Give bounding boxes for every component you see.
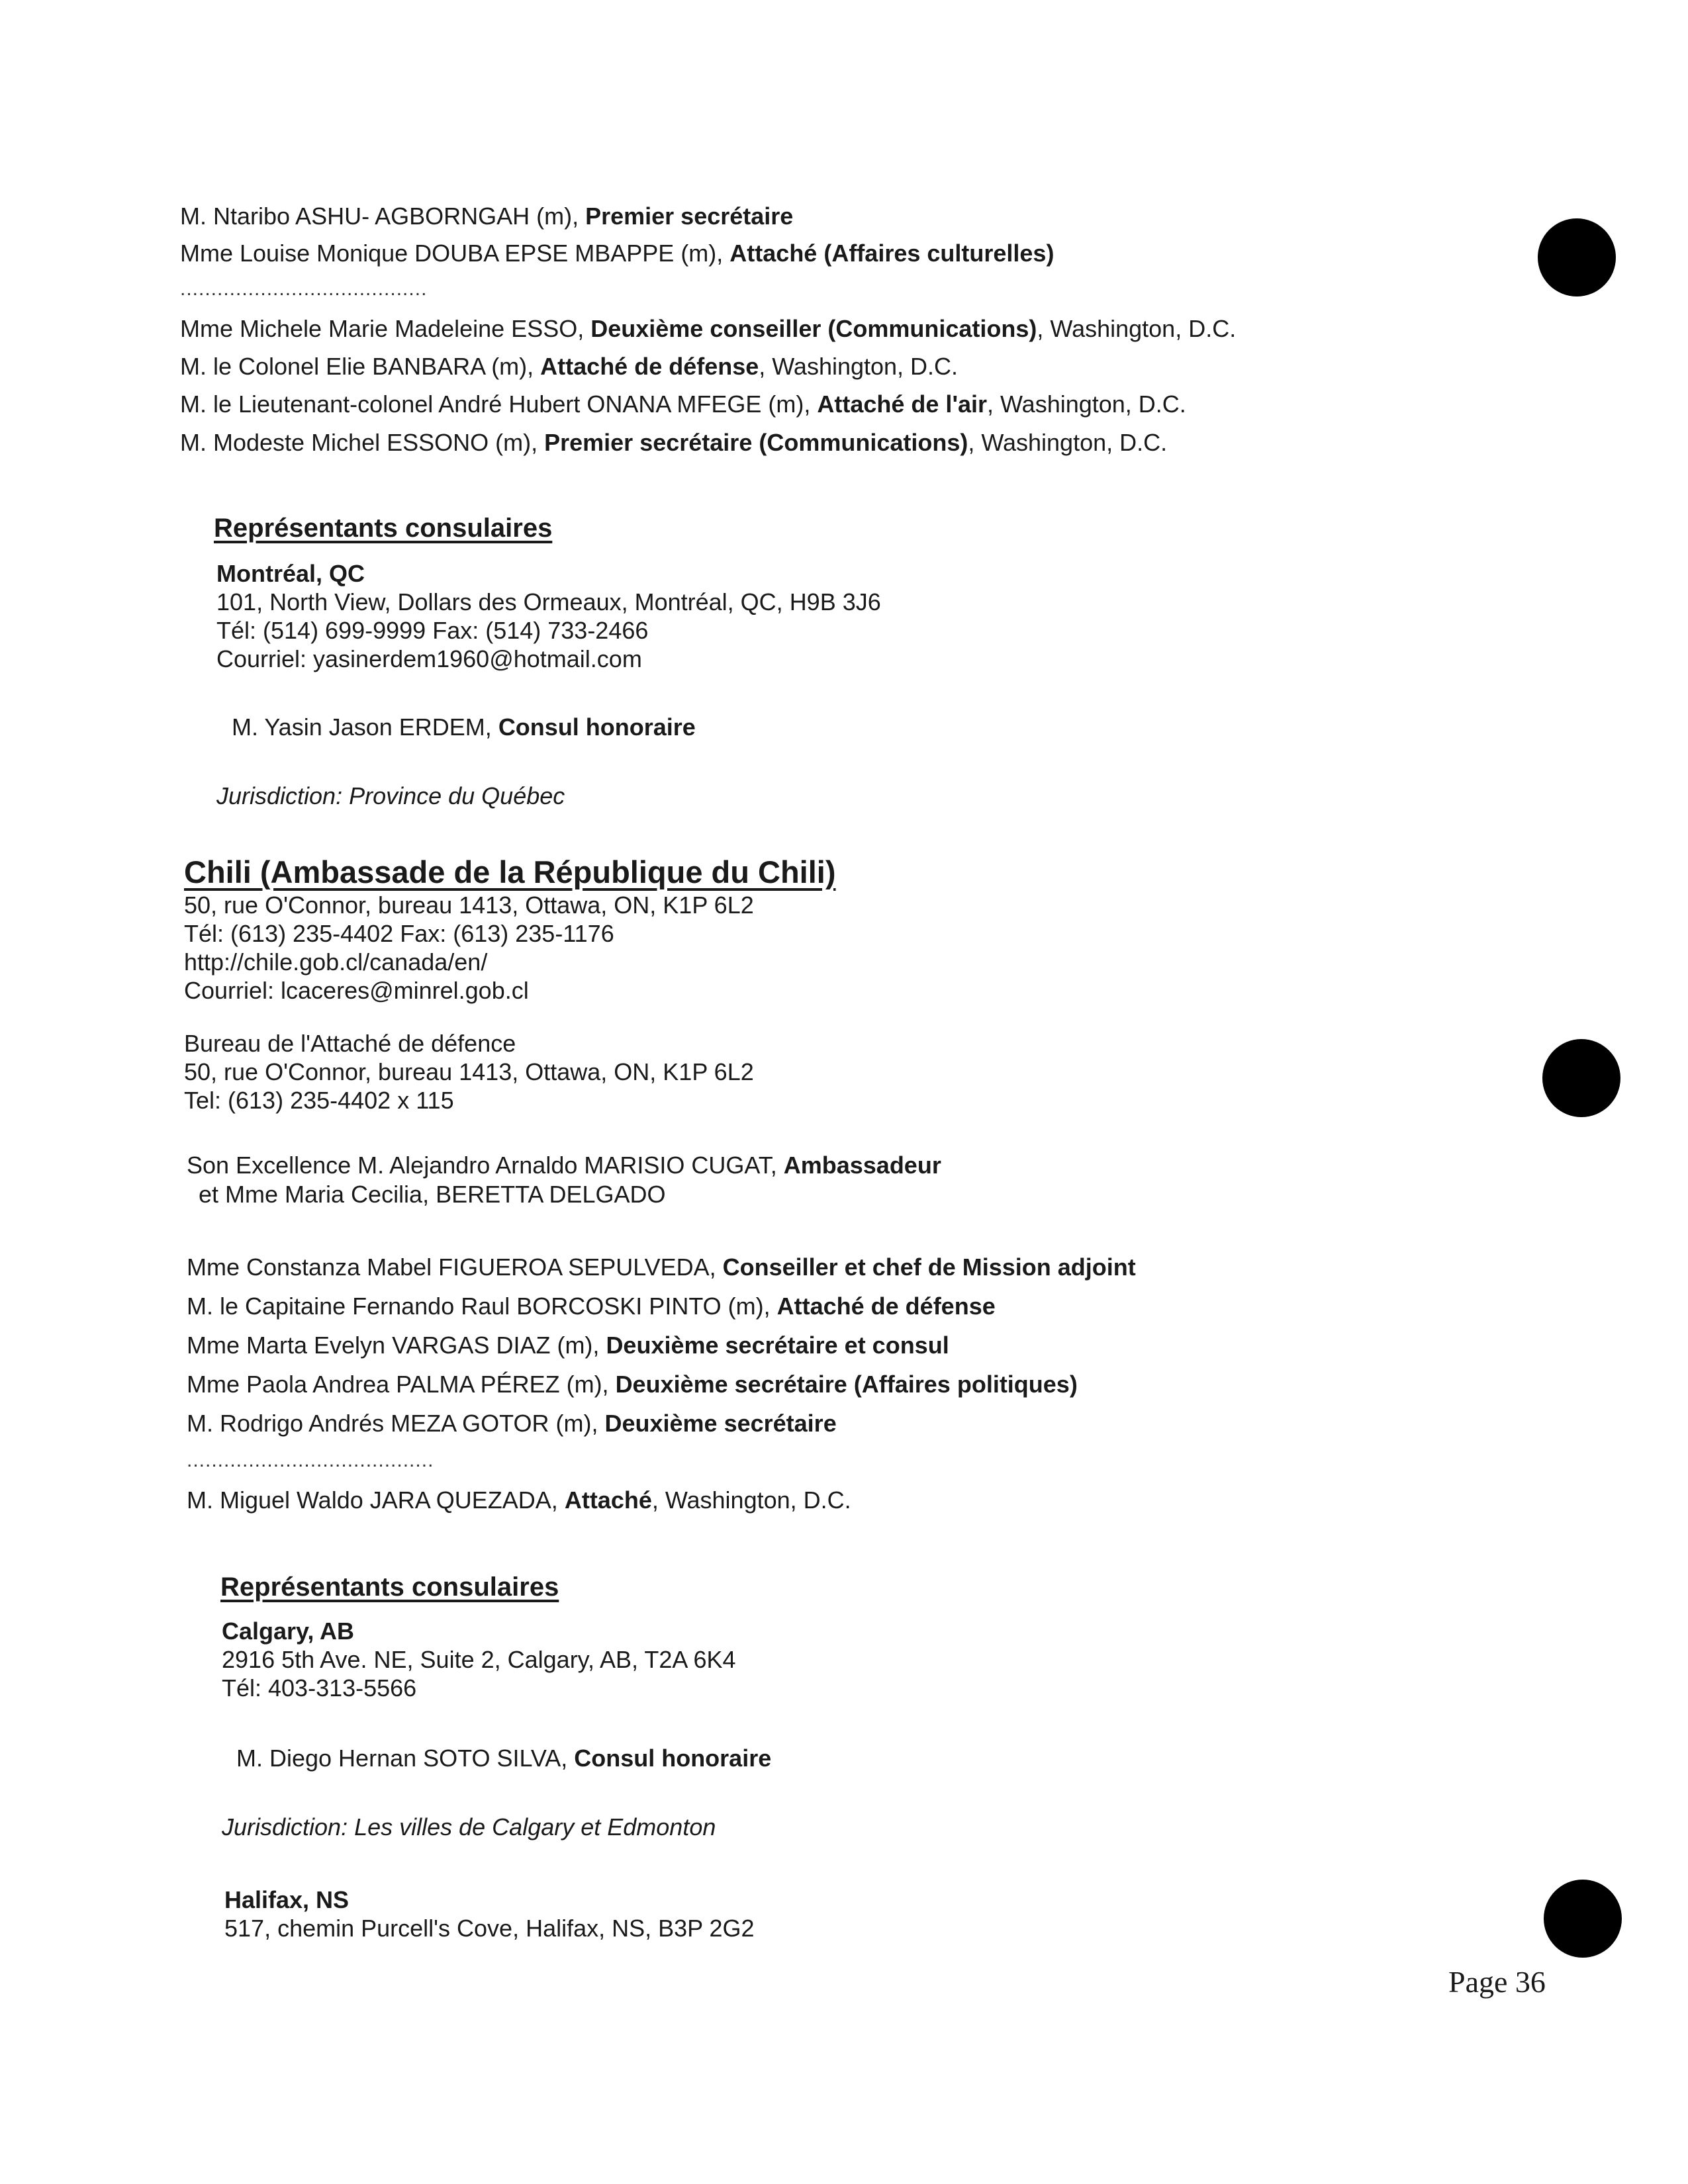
city-heading: Montréal, QC [216,560,365,587]
embassy-address: 50, rue O'Connor, bureau 1413, Ottawa, ON, K1P 6L2 Tél: (613) 235-4402 Fax: (613) 235-1176 http://chile.gob.cl/canada/en/ Courriel: lcaceres@minrel.gob.cl [184,891,754,1004]
consular-heading: Représentants consulaires [214,514,553,543]
city-heading: Halifax, NS [224,1886,350,1913]
jurisdiction: Jurisdiction: Les villes de Calgary et Edmonton [222,1813,716,1841]
separator-dots: ........................................ [180,278,428,300]
country-heading: Chili (Ambassade de la République du Chili) [184,854,836,889]
separator-dots: ........................................ [187,1449,434,1471]
personnel-line: M. le Lieutenant-colonel André Hubert ONANA MFEGE (m), Attaché de l'air, Washington, D.C. [180,390,1186,418]
personnel-line: M. le Capitaine Fernando Raul BORCOSKI PINTO (m), Attaché de défense [187,1293,996,1320]
page-number: Page 36 [1448,1965,1546,1999]
address-block: 517, chemin Purcell's Cove, Halifax, NS, B3P 2G2 [224,1915,755,1942]
spouse-line: et Mme Maria Cecilia, BERETTA DELGADO [199,1181,666,1208]
consular-heading: Représentants consulaires [220,1572,559,1602]
personnel-line: Mme Marta Evelyn VARGAS DIAZ (m), Deuxième secrétaire et consul [187,1332,949,1359]
personnel-line: M. Miguel Waldo JARA QUEZADA, Attaché, Washington, D.C. [187,1486,851,1514]
address-block: 2916 5th Ave. NE, Suite 2, Calgary, AB, T2A 6K4 Tél: 403-313-5566 [222,1646,736,1702]
defence-office-address: Bureau de l'Attaché de défence 50, rue O'Connor, bureau 1413, Ottawa, ON, K1P 6L2 Tel: (613) 235-4402 x 115 [184,1030,754,1114]
personnel-line: M. Rodrigo Andrés MEZA GOTOR (m), Deuxième secrétaire [187,1410,837,1437]
punch-hole-top [1538,218,1616,296]
personnel-line: M. Ntaribo ASHU- AGBORNGAH (m), Premier secrétaire [180,203,794,230]
personnel-line: Mme Michele Marie Madeleine ESSO, Deuxième conseiller (Communications), Washington, D.C. [180,315,1237,342]
jurisdiction: Jurisdiction: Province du Québec [216,782,565,809]
personnel-line: M. le Colonel Elie BANBARA (m), Attaché de défense, Washington, D.C. [180,353,959,380]
personnel-line: M. Modeste Michel ESSONO (m), Premier secrétaire (Communications), Washington, D.C. [180,429,1168,456]
punch-hole-bottom [1544,1880,1622,1958]
ambassador-line: Son Excellence M. Alejandro Arnaldo MARISIO CUGAT, Ambassadeur [187,1152,941,1179]
address-block: 101, North View, Dollars des Ormeaux, Montréal, QC, H9B 3J6 Tél: (514) 699-9999 Fax: (514) 733-2466 Courriel: yasinerdem1960@hotmail.com [216,588,881,672]
personnel-line: Mme Louise Monique DOUBA EPSE MBAPPE (m), Attaché (Affaires culturelles) [180,240,1055,267]
punch-hole-middle [1542,1039,1620,1117]
personnel-line: Mme Paola Andrea PALMA PÉREZ (m), Deuxième secrétaire (Affaires politiques) [187,1371,1078,1398]
city-heading: Calgary, AB [222,1617,355,1645]
personnel-line: Mme Constanza Mabel FIGUEROA SEPULVEDA, Conseiller et chef de Mission adjoint [187,1253,1136,1281]
consul-line: M. Yasin Jason ERDEM, Consul honoraire [232,713,696,741]
consul-line: M. Diego Hernan SOTO SILVA, Consul honoraire [236,1745,772,1772]
